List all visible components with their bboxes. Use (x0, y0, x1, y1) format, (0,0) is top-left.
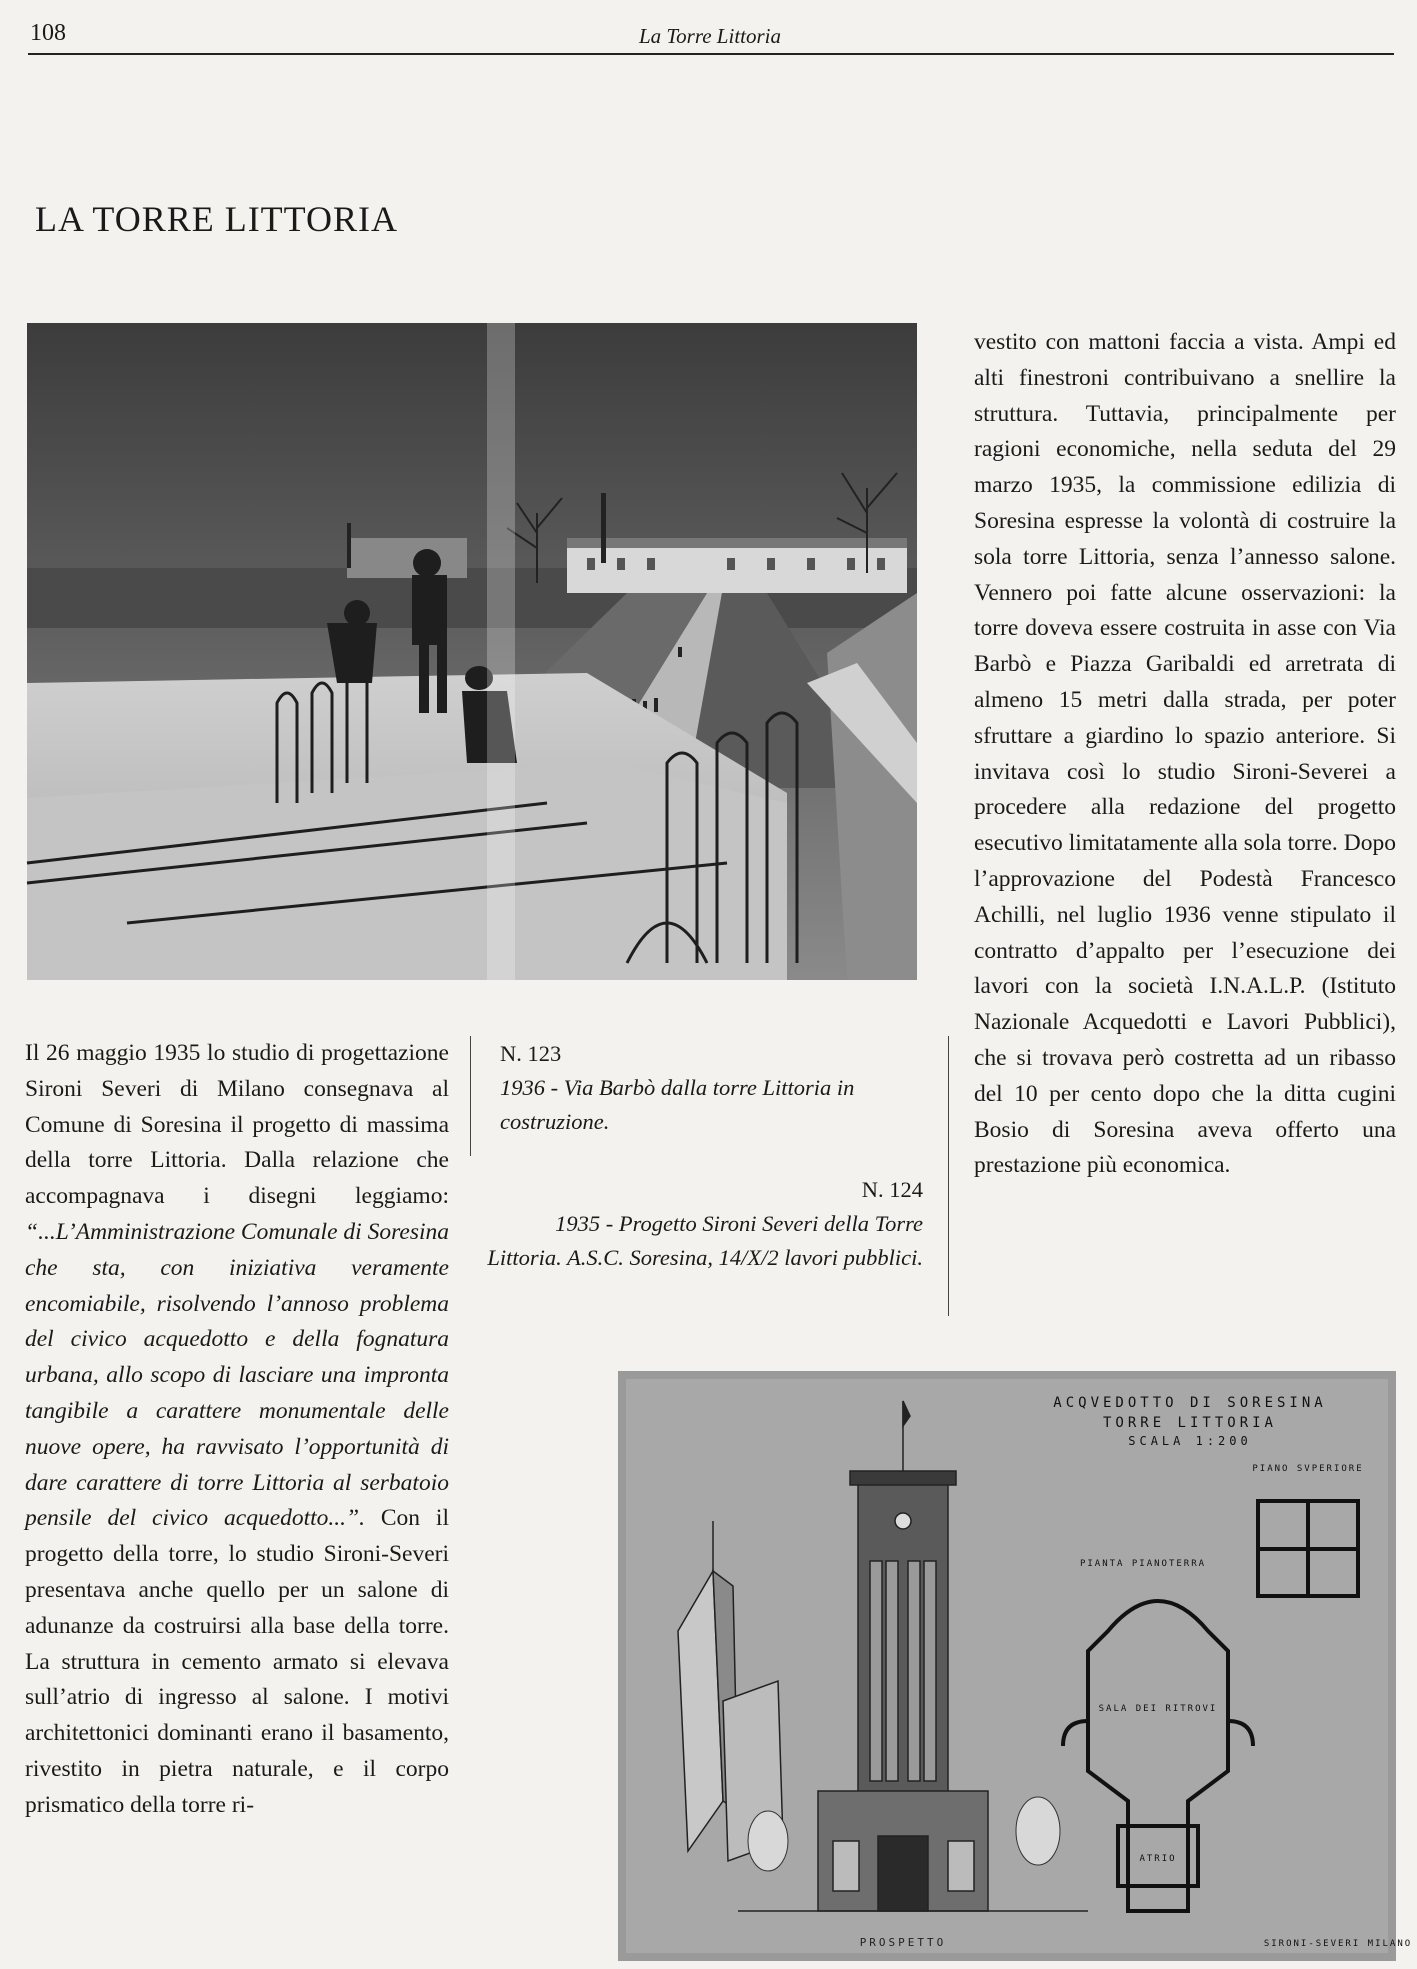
body-column-left (25, 1036, 449, 1824)
construction-photo (27, 323, 917, 980)
caption-divider-right (948, 1036, 949, 1316)
body-intro: Il 26 maggio 1935 lo studio di progettazione Sironi Severi di Milano consegnava al Comune di Soresina il progetto di massima della torre Littoria. Dalla relazione che accompagnava i disegni leggiamo: (25, 1040, 449, 1210)
drawing-signature: SIRONI-SEVERI MILANO (1263, 1939, 1413, 1949)
body-continuation: Con il progetto della torre, lo studio Sironi-Severi presentava anche quello per un salone di adunanze da costruirsi alla base della torre. La struttura in cemento armato si elevava sull’atrio di ingresso al salone. I motivi architettonici dominanti erano il basamento, rivestito in pietra naturale, e il corpo prismatico della torre ri- (25, 1505, 449, 1818)
drawing-pianta-pianoterra-label: PIANTA PIANOTERRA (1079, 1559, 1207, 1569)
caption-n124-text: 1935 - Progetto Sironi Severi della Torre Littoria. A.S.C. Soresina, 14/X/2 lavori pubblici. (487, 1211, 923, 1270)
article-title: LA TORRE LITTORIA (35, 199, 399, 239)
drawing-piano-superiore-label: PIANO SVPERIORE (1252, 1464, 1364, 1474)
header-rule (28, 53, 1394, 55)
caption-n124-number: N. 124 (861, 1177, 923, 1202)
caption-n123-number: N. 123 (500, 1041, 562, 1066)
body-right-text: vestito con mattoni faccia a vista. Ampi ed alti finestroni contribuivano a snellire la struttura. Tuttavia, principalmente per ragioni economiche, nella seduta del 29 marzo 1935, la commissione edilizia di Soresina espresse la volontà di costruire la sola torre Littoria, senza l’annesso salone. Vennero poi fatte alcune osservazioni: la torre doveva essere costruita in asse con Via Barbò e Piazza Garibaldi ed arretrata di almeno 15 metri dalla strada, per poter sfruttare a giardino lo spazio anteriore. Si invitava così lo studio Sironi-Severei a procedere alla redazione del progetto esecutivo limitatamente alla sola torre. Dopo l’approvazione del Podestà Francesco Achilli, nel luglio 1936 venne stipulato il contratto d’appalto per l’esecuzione dei lavori con la società I.N.A.L.P. (Istituto Nazionale Acquedotti e Lavori Pubblici), che si trovava però costretta ad un ribasso del 10 per cento dopo che la ditta cugini Bosio di Soresina aveva offerto una prestazione più economica. (974, 329, 1396, 1179)
drawing-prospetto-label: PROSPETTO (859, 1936, 947, 1949)
drawing-scale: SCALA 1:200 (1128, 1434, 1252, 1448)
body-quote: “...L’Amministrazione Comunale di Soresina che sta, con iniziativa veramente encomiabile, risolvendo l’annoso problema del civico acquedotto e della fognatura urbana, allo scopo di lasciare una impronta tangibile a carattere monumentale delle nuove opere, ha ravvisato l’opportunità di dare carattere di torre Littoria al serbatoio pensile del civico acquedotto...”. (25, 1218, 449, 1532)
caption-n124 (480, 1173, 923, 1275)
caption-n123-text: 1936 - Via Barbò dalla torre Littoria in costruzione. (500, 1075, 855, 1134)
construction-photo-image (27, 323, 917, 980)
caption-n123 (500, 1037, 920, 1139)
tower-project-drawing (618, 1371, 1413, 1961)
body-column-right (974, 325, 1396, 1184)
drawing-sala-label: SALA DEI RITROVI (1098, 1704, 1218, 1714)
drawing-title-line2: TORRE LITTORIA (1102, 1415, 1278, 1431)
caption-divider-top (470, 1036, 471, 1156)
page-number: 108 (30, 20, 66, 46)
drawing-title-line1: ACQVEDOTTO DI SORESINA (1053, 1395, 1327, 1411)
tower-project-drawing-image (618, 1371, 1413, 1961)
running-title: La Torre Littoria (638, 24, 781, 48)
drawing-atrio-label: ATRIO (1139, 1854, 1177, 1864)
